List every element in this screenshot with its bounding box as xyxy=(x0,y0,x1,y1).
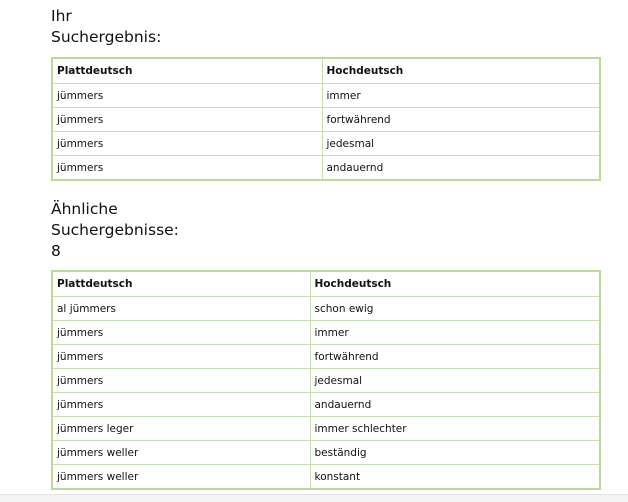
search-result-table xyxy=(51,57,601,181)
table-row xyxy=(52,156,600,181)
similar-results-heading-line1: Ähnliche xyxy=(51,200,118,218)
cell-hochdeutsch: immer schlechter xyxy=(310,417,600,441)
cell-plattdeutsch: jümmers xyxy=(52,321,310,345)
column-header-plattdeutsch: Plattdeutsch xyxy=(52,271,310,297)
cell-hochdeutsch: fortwährend xyxy=(310,345,600,369)
cell-plattdeutsch: jümmers leger xyxy=(52,417,310,441)
search-result-heading xyxy=(51,6,251,48)
similar-results-count: 8 xyxy=(51,242,61,260)
table-row xyxy=(52,84,600,108)
table-row xyxy=(52,108,600,132)
cell-plattdeutsch: jümmers xyxy=(52,345,310,369)
cell-plattdeutsch: jümmers xyxy=(52,369,310,393)
column-header-plattdeutsch: Plattdeutsch xyxy=(52,58,322,84)
cell-hochdeutsch: immer xyxy=(310,321,600,345)
cell-hochdeutsch: immer xyxy=(322,84,600,108)
cell-plattdeutsch: jümmers weller xyxy=(52,441,310,465)
table-row xyxy=(52,321,600,345)
table-row xyxy=(52,345,600,369)
table-row xyxy=(52,393,600,417)
search-result-heading-line2: Suchergebnis: xyxy=(51,28,162,46)
table-row xyxy=(52,441,600,465)
cell-plattdeutsch: jümmers xyxy=(52,108,322,132)
column-header-hochdeutsch: Hochdeutsch xyxy=(310,271,600,297)
cell-plattdeutsch: jümmers xyxy=(52,156,322,181)
column-header-hochdeutsch: Hochdeutsch xyxy=(322,58,600,84)
table-header-row xyxy=(52,58,600,84)
table-row xyxy=(52,369,600,393)
cell-plattdeutsch: jümmers xyxy=(52,132,322,156)
cell-hochdeutsch: jedesmal xyxy=(322,132,600,156)
table-row xyxy=(52,297,600,321)
cell-hochdeutsch: fortwährend xyxy=(322,108,600,132)
similar-results-table xyxy=(51,270,601,490)
cell-hochdeutsch: andauernd xyxy=(310,393,600,417)
table-row xyxy=(52,417,600,441)
cell-hochdeutsch: schon ewig xyxy=(310,297,600,321)
similar-results-heading-line2: Suchergebnisse: xyxy=(51,221,179,239)
table-row xyxy=(52,132,600,156)
cell-plattdeutsch: jümmers weller xyxy=(52,465,310,490)
cell-plattdeutsch: al jümmers xyxy=(52,297,310,321)
cell-hochdeutsch: andauernd xyxy=(322,156,600,181)
table-row xyxy=(52,465,600,490)
cell-hochdeutsch: jedesmal xyxy=(310,369,600,393)
similar-results-heading xyxy=(51,199,251,262)
cell-plattdeutsch: jümmers xyxy=(52,393,310,417)
cell-plattdeutsch: jümmers xyxy=(52,84,322,108)
search-result-heading-line1: Ihr xyxy=(51,7,72,25)
cell-hochdeutsch: konstant xyxy=(310,465,600,490)
cell-hochdeutsch: beständig xyxy=(310,441,600,465)
table-header-row xyxy=(52,271,600,297)
